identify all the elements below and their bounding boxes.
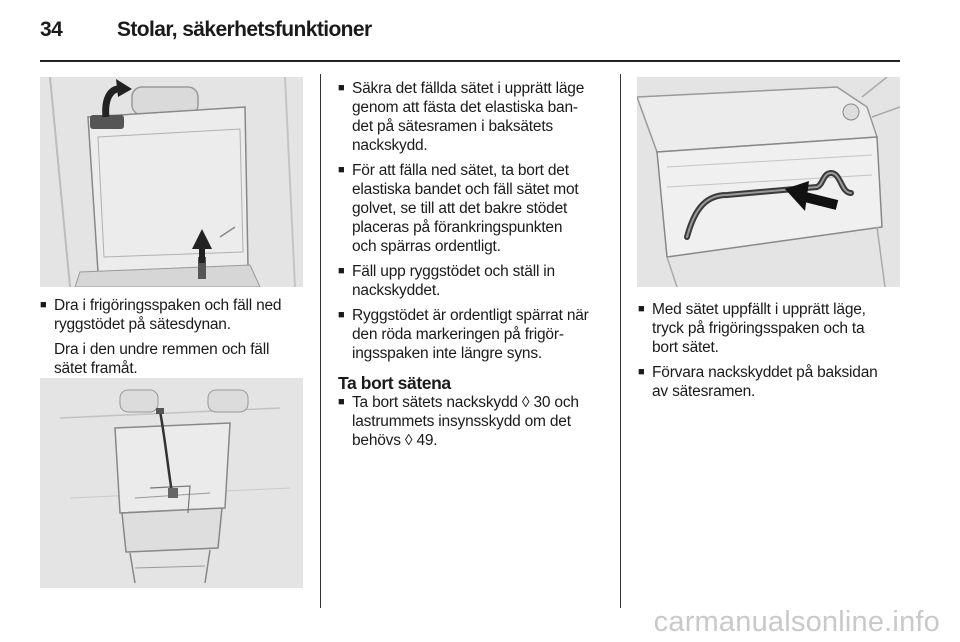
column-2-text (338, 79, 610, 456)
seat-folded-forward-illustration (40, 378, 303, 588)
bullet-marker: ■ (338, 309, 345, 321)
bullet-text: För att fälla ned sätet, ta bort det elastiska bandet och fäll sätet mot golvet, se till att det bakre stödet placeras på förankringspunkten och spärras ordentligt. (352, 162, 579, 255)
list-item (338, 161, 610, 256)
page-number: 34 (40, 18, 63, 41)
bullet-marker: ■ (338, 82, 345, 94)
bullet-text: Fäll upp ryggstödet och ställ in nackskyddet. (352, 263, 555, 299)
list-item (338, 262, 610, 300)
header-rule (40, 60, 900, 62)
bullet-text: Förvara nackskyddet på baksidan av sätesramen. (652, 364, 878, 400)
column-divider-right (620, 74, 621, 608)
watermark: carmanualsonline.info (653, 606, 940, 638)
list-item (638, 363, 903, 401)
bullet-marker: ■ (338, 164, 345, 176)
bullet-text: Ryggstödet är ordentligt spärrat när den röda markeringen på frigör- ingsspaken inte längre syns. (352, 307, 589, 362)
bullet-text: Säkra det fällda sätet i upprätt läge genom att fästa det elastiska ban- det på sätesramen i baksätets nackskydd. (352, 80, 585, 154)
column-3-text (638, 300, 903, 407)
bullet-text: Dra i frigöringsspaken och fäll ned ryggstödet på sätesdynan. (54, 297, 282, 333)
seat-release-bar-illustration (637, 77, 900, 287)
page-title: Stolar, säkerhetsfunktioner (117, 18, 372, 41)
list-item (338, 79, 610, 155)
list-item (638, 300, 903, 357)
paragraph: Dra i den undre remmen och fäll sätet framåt. (54, 341, 270, 377)
list-item (338, 306, 610, 363)
list-item (338, 393, 610, 450)
bullet-text: Ta bort sätets nackskydd ◊ 30 och lastrummets insynsskydd om det behövs ◊ 49. (352, 394, 579, 449)
bullet-marker: ■ (338, 265, 345, 277)
bullet-text: Med sätet uppfällt i upprätt läge, tryck på frigöringsspaken och ta bort sätet. (652, 301, 866, 356)
column-1-text (40, 296, 310, 384)
list-item (40, 296, 310, 334)
seat-backrest-illustration (40, 77, 303, 287)
bullet-marker: ■ (40, 299, 47, 311)
column-divider-left (320, 74, 321, 608)
bullet-marker: ■ (638, 303, 645, 315)
section-heading: Ta bort sätena (338, 373, 451, 393)
bullet-marker: ■ (638, 366, 645, 378)
bullet-marker: ■ (338, 396, 345, 408)
